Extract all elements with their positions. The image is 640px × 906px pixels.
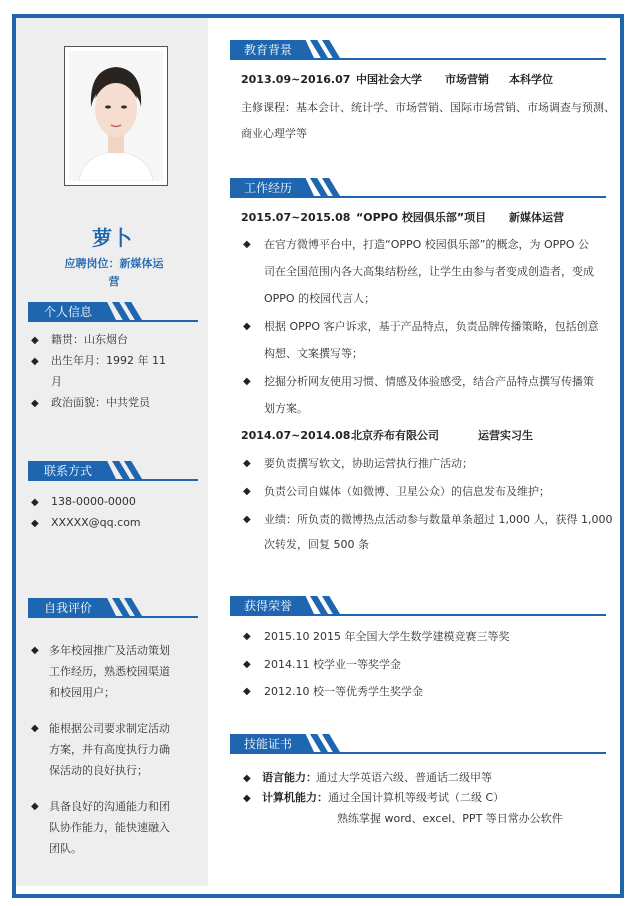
job1-project: “OPPO 校园俱乐部”项目 [356,211,487,224]
job1-bullet-1-line-3: OPPO 的校园代言人； [264,292,376,305]
section-header-education [230,40,606,62]
job2-bullet-3-line-1: 业绩：所负责的微博热点活动参与数量单条超过 1,000 人，获得 1,000 [264,513,613,526]
job1-bullet-1-line-1: 在官方微博平台中，打造“OPPO 校园俱乐部”的概念，为 OPPO 公 [264,238,590,251]
diamond-bullet-icon: ◆ [243,773,251,784]
skill-computer-value: 通过全国计算机等级考试（二级 C） [328,791,505,804]
diamond-bullet-icon: ◆ [243,376,251,387]
applied-position [56,255,172,291]
self-eval-item-3-line-3: 团队。 [49,842,82,855]
section-header-work [230,178,606,200]
honor-item-2: 2014.11 校学业一等奖学金 [264,658,401,671]
skill-language-value: 通过大学英语六级、普通话二级甲等 [316,771,492,784]
position-line-2: 营 [108,275,120,288]
job2-bullet-3-line-2: 次转发，回复 500 条 [264,538,369,551]
education-courses-line-1: 主修课程：基本会计、统计学、市场营销、国际市场营销、市场调查与预测、 [241,101,615,114]
job2-role: 运营实习生 [478,429,533,442]
job1-bullet-2-line-1: 根据 OPPO 客户诉求，基于产品特点，负责品牌传播策略，包括创意 [264,320,599,333]
job1-bullet-3-line-2: 划方案。 [264,402,308,415]
self-eval-item-1-line-2: 工作经历，熟悉校园渠道 [49,665,170,678]
section-header-self-eval [28,598,198,620]
job2-bullet-2: 负责公司自媒体（如微博、卫星公众）的信息发布及维护； [264,485,550,498]
diamond-bullet-icon: ◆ [31,723,39,734]
diamond-bullet-icon: ◆ [243,686,251,697]
education-period: 2013.09~2016.07 [241,73,351,86]
job2-period: 2014.07~2014.08 [241,429,351,442]
job2-company: 北京乔布有限公司 [351,429,439,442]
section-title-self-eval: 自我评价 [44,601,93,615]
diamond-bullet-icon: ◆ [243,659,251,670]
candidate-name: 萝卜 [92,226,132,250]
job1-bullet-2-line-2: 构想、文案撰写等； [264,347,363,360]
honor-item-3: 2012.10 校一等优秀学生奖学金 [264,685,423,698]
job2-bullet-1: 要负责撰写软文，协助运营执行推广活动； [264,457,473,470]
political-status: 政治面貌：中共党员 [51,396,150,409]
section-title-contact: 联系方式 [44,464,93,478]
diamond-bullet-icon: ◆ [31,398,39,409]
job1-role: 新媒体运营 [509,211,564,224]
self-eval-item-2-line-1: 能根据公司要求制定活动 [49,722,170,735]
section-title-skills: 技能证书 [244,737,293,751]
education-courses-line-2: 商业心理学等 [241,127,307,140]
native-place: 籍贯：山东烟台 [51,333,128,346]
diamond-bullet-icon: ◆ [31,497,39,508]
self-eval-item-1-line-3: 和校园用户； [49,686,115,699]
section-header-personal [28,302,198,324]
section-header-honors [230,596,606,618]
self-eval-item-2-line-3: 保活动的良好执行； [49,764,148,777]
job1-period: 2015.07~2015.08 [241,211,351,224]
position-line-1: 应聘岗位：新媒体运 [64,257,164,270]
self-eval-item-3-line-1: 具备良好的沟通能力和团 [49,800,170,813]
diamond-bullet-icon: ◆ [243,793,251,804]
diamond-bullet-icon: ◆ [31,645,39,656]
birth-date-line-1: 出生年月：1992 年 11 [51,354,166,367]
email-address: XXXXX@qq.com [51,516,141,529]
job1-bullet-3-line-1: 挖掘分析网友使用习惯、情感及体验感受，结合产品特点撰写传播策 [264,375,594,388]
section-title-personal: 个人信息 [44,305,93,319]
education-school: 中国社会大学 [356,73,422,86]
skill-computer-value-2: 熟练掌握 word、excel、PPT 等日常办公软件 [337,812,563,825]
section-header-skills [230,734,606,756]
avatar [64,46,168,186]
section-header-contact [28,461,198,483]
honor-item-1: 2015.10 2015 年全国大学生数学建模竞赛三等奖 [264,630,510,643]
birth-date-line-2: 月 [51,375,62,388]
self-eval-item-1-line-1: 多年校园推广及活动策划 [49,644,170,657]
self-eval-item-2-line-2: 方案，并有高度执行力确 [49,743,170,756]
section-title-honors: 获得荣誉 [244,599,293,613]
self-eval-item-3-line-2: 队协作能力，能快速融入 [49,821,170,834]
diamond-bullet-icon: ◆ [243,458,251,469]
skill-computer-label: 计算机能力： [262,791,328,804]
diamond-bullet-icon: ◆ [31,335,39,346]
diamond-bullet-icon: ◆ [31,518,39,529]
phone-number: 138-0000-0000 [51,495,136,508]
section-title-work: 工作经历 [244,181,293,195]
diamond-bullet-icon: ◆ [243,239,251,250]
education-degree: 本科学位 [509,73,553,86]
section-title-education: 教育背景 [244,43,293,57]
diamond-bullet-icon: ◆ [31,801,39,812]
education-major: 市场营销 [445,73,489,86]
job1-bullet-1-line-2: 司在全国范围内各大高集结粉丝，让学生由参与者变成创造者，变成 [264,265,594,278]
diamond-bullet-icon: ◆ [243,514,251,525]
portrait-image [69,51,163,181]
diamond-bullet-icon: ◆ [243,631,251,642]
diamond-bullet-icon: ◆ [243,321,251,332]
skill-language-label: 语言能力： [262,771,317,784]
diamond-bullet-icon: ◆ [31,356,39,367]
diamond-bullet-icon: ◆ [243,486,251,497]
